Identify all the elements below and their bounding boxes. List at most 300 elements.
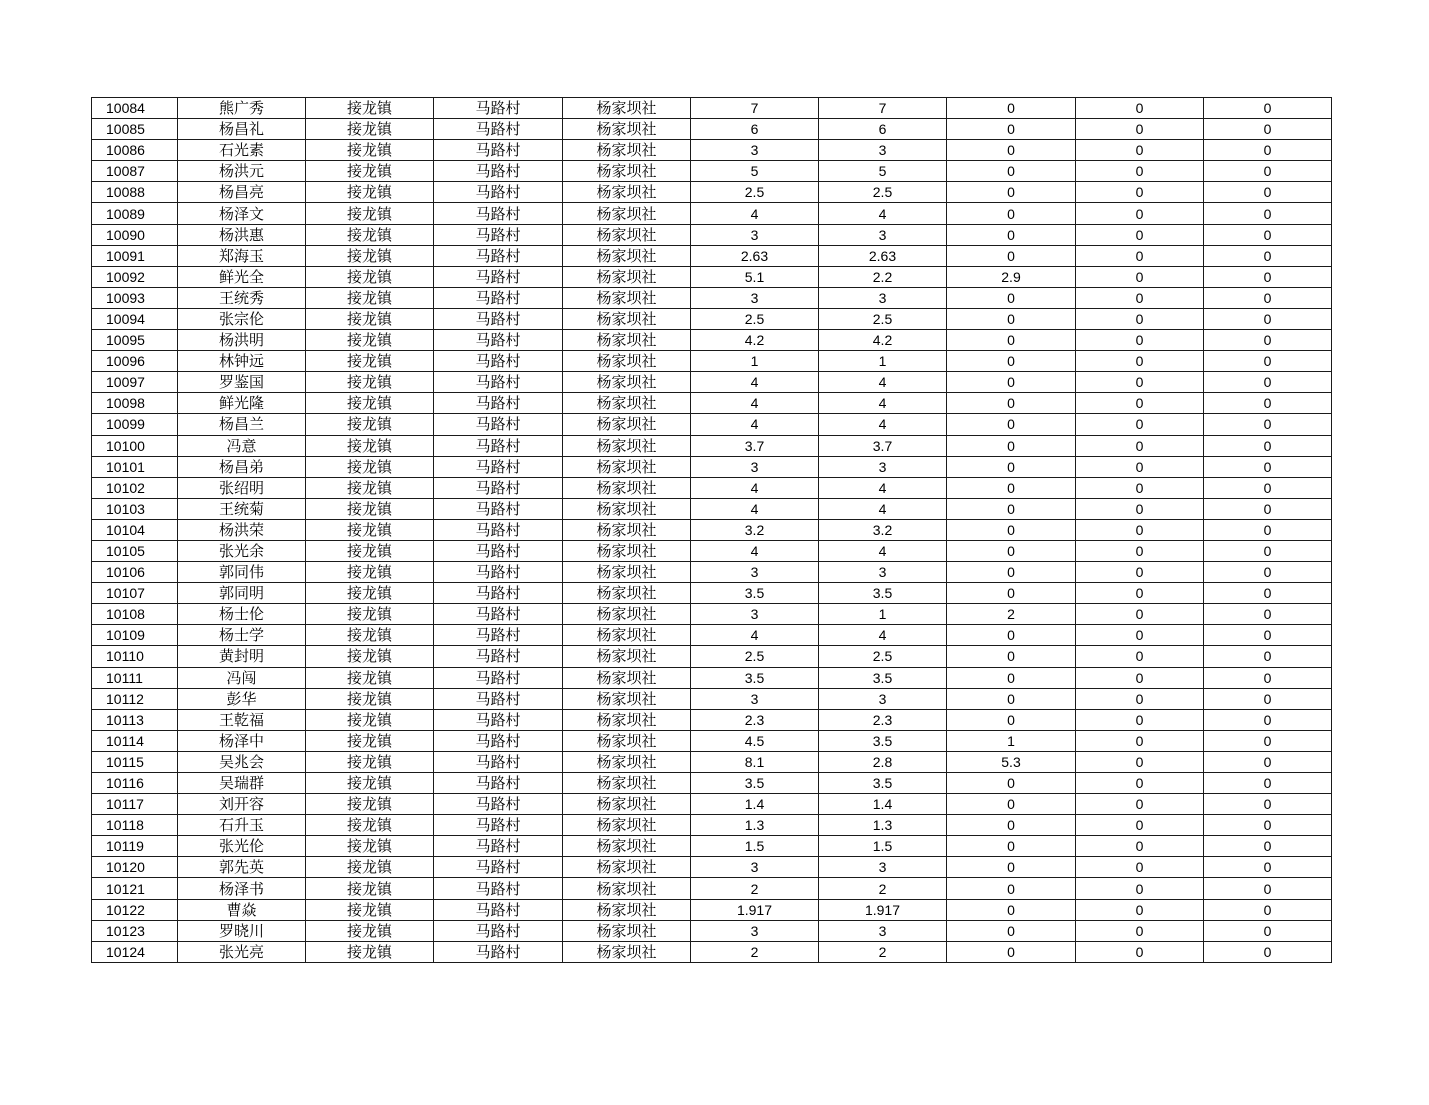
total-value-cell: 2.3 — [691, 709, 819, 730]
value-b-cell: 0 — [947, 119, 1076, 140]
total-value-cell: 4 — [691, 203, 819, 224]
value-b-cell: 1 — [947, 730, 1076, 751]
value-d-cell: 0 — [1204, 773, 1332, 794]
village-cell: 马路村 — [434, 498, 563, 519]
town-cell: 接龙镇 — [306, 414, 434, 435]
value-c-cell: 0 — [1076, 583, 1204, 604]
table-row — [92, 730, 1332, 751]
table-row — [92, 477, 1332, 498]
town-cell: 接龙镇 — [306, 730, 434, 751]
town-cell: 接龙镇 — [306, 920, 434, 941]
table-row — [92, 119, 1332, 140]
record-id-cell: 10086 — [92, 140, 178, 161]
name-cell: 吴兆会 — [178, 751, 306, 772]
record-id-cell: 10119 — [92, 836, 178, 857]
name-cell: 杨洪元 — [178, 161, 306, 182]
value-b-cell: 2.9 — [947, 266, 1076, 287]
town-cell: 接龙镇 — [306, 857, 434, 878]
value-a-cell: 2.5 — [819, 646, 947, 667]
group-cell: 杨家坝社 — [563, 308, 691, 329]
name-cell: 石升玉 — [178, 815, 306, 836]
group-cell: 杨家坝社 — [563, 878, 691, 899]
group-cell: 杨家坝社 — [563, 119, 691, 140]
value-b-cell: 0 — [947, 773, 1076, 794]
village-cell: 马路村 — [434, 393, 563, 414]
village-cell: 马路村 — [434, 857, 563, 878]
value-d-cell: 0 — [1204, 330, 1332, 351]
village-cell: 马路村 — [434, 751, 563, 772]
value-c-cell: 0 — [1076, 519, 1204, 540]
total-value-cell: 3.7 — [691, 435, 819, 456]
village-cell: 马路村 — [434, 245, 563, 266]
name-cell: 杨洪荣 — [178, 519, 306, 540]
village-cell: 马路村 — [434, 140, 563, 161]
value-c-cell: 0 — [1076, 119, 1204, 140]
total-value-cell: 4 — [691, 393, 819, 414]
table-row — [92, 182, 1332, 203]
value-d-cell: 0 — [1204, 540, 1332, 561]
group-cell: 杨家坝社 — [563, 519, 691, 540]
value-b-cell: 0 — [947, 920, 1076, 941]
value-a-cell: 3 — [819, 456, 947, 477]
record-id-cell: 10098 — [92, 393, 178, 414]
value-a-cell: 1.5 — [819, 836, 947, 857]
group-cell: 杨家坝社 — [563, 435, 691, 456]
name-cell: 杨泽文 — [178, 203, 306, 224]
table-row — [92, 646, 1332, 667]
name-cell: 杨泽中 — [178, 730, 306, 751]
name-cell: 林钟远 — [178, 351, 306, 372]
town-cell: 接龙镇 — [306, 372, 434, 393]
total-value-cell: 2.63 — [691, 245, 819, 266]
table-body — [92, 98, 1332, 963]
name-cell: 杨昌亮 — [178, 182, 306, 203]
value-a-cell: 3.7 — [819, 435, 947, 456]
village-cell: 马路村 — [434, 98, 563, 119]
record-id-cell: 10123 — [92, 920, 178, 941]
name-cell: 石光素 — [178, 140, 306, 161]
value-d-cell: 0 — [1204, 456, 1332, 477]
name-cell: 郭先英 — [178, 857, 306, 878]
group-cell: 杨家坝社 — [563, 203, 691, 224]
value-b-cell: 0 — [947, 203, 1076, 224]
total-value-cell: 3.5 — [691, 773, 819, 794]
value-d-cell: 0 — [1204, 477, 1332, 498]
value-d-cell: 0 — [1204, 351, 1332, 372]
name-cell: 郭同明 — [178, 583, 306, 604]
village-cell: 马路村 — [434, 119, 563, 140]
name-cell: 杨昌弟 — [178, 456, 306, 477]
value-c-cell: 0 — [1076, 836, 1204, 857]
village-cell: 马路村 — [434, 435, 563, 456]
total-value-cell: 3.5 — [691, 583, 819, 604]
table-row — [92, 562, 1332, 583]
record-id-cell: 10122 — [92, 899, 178, 920]
value-c-cell: 0 — [1076, 456, 1204, 477]
record-id-cell: 10124 — [92, 941, 178, 962]
value-d-cell: 0 — [1204, 372, 1332, 393]
value-c-cell: 0 — [1076, 625, 1204, 646]
name-cell: 冯闯 — [178, 667, 306, 688]
value-c-cell: 0 — [1076, 604, 1204, 625]
value-d-cell: 0 — [1204, 245, 1332, 266]
value-d-cell: 0 — [1204, 709, 1332, 730]
value-d-cell: 0 — [1204, 751, 1332, 772]
value-a-cell: 3 — [819, 920, 947, 941]
village-cell: 马路村 — [434, 836, 563, 857]
village-cell: 马路村 — [434, 372, 563, 393]
town-cell: 接龙镇 — [306, 266, 434, 287]
value-b-cell: 0 — [947, 456, 1076, 477]
table-row — [92, 688, 1332, 709]
table-row — [92, 583, 1332, 604]
value-b-cell: 0 — [947, 308, 1076, 329]
name-cell: 熊广秀 — [178, 98, 306, 119]
value-d-cell: 0 — [1204, 519, 1332, 540]
value-b-cell: 0 — [947, 815, 1076, 836]
total-value-cell: 1.3 — [691, 815, 819, 836]
village-cell: 马路村 — [434, 414, 563, 435]
group-cell: 杨家坝社 — [563, 351, 691, 372]
town-cell: 接龙镇 — [306, 393, 434, 414]
town-cell: 接龙镇 — [306, 330, 434, 351]
value-a-cell: 4.2 — [819, 330, 947, 351]
town-cell: 接龙镇 — [306, 477, 434, 498]
value-b-cell: 0 — [947, 857, 1076, 878]
record-id-cell: 10113 — [92, 709, 178, 730]
group-cell: 杨家坝社 — [563, 583, 691, 604]
town-cell: 接龙镇 — [306, 351, 434, 372]
value-a-cell: 2.63 — [819, 245, 947, 266]
record-id-cell: 10115 — [92, 751, 178, 772]
village-cell: 马路村 — [434, 815, 563, 836]
value-d-cell: 0 — [1204, 98, 1332, 119]
village-cell: 马路村 — [434, 583, 563, 604]
value-b-cell: 0 — [947, 182, 1076, 203]
village-cell: 马路村 — [434, 794, 563, 815]
town-cell: 接龙镇 — [306, 941, 434, 962]
value-b-cell: 2 — [947, 604, 1076, 625]
town-cell: 接龙镇 — [306, 182, 434, 203]
town-cell: 接龙镇 — [306, 646, 434, 667]
village-cell: 马路村 — [434, 941, 563, 962]
name-cell: 杨士学 — [178, 625, 306, 646]
village-cell: 马路村 — [434, 709, 563, 730]
value-b-cell: 0 — [947, 878, 1076, 899]
village-cell: 马路村 — [434, 540, 563, 561]
total-value-cell: 2.5 — [691, 646, 819, 667]
total-value-cell: 4.2 — [691, 330, 819, 351]
total-value-cell: 3 — [691, 456, 819, 477]
record-id-cell: 10116 — [92, 773, 178, 794]
value-d-cell: 0 — [1204, 941, 1332, 962]
record-id-cell: 10093 — [92, 287, 178, 308]
record-id-cell: 10112 — [92, 688, 178, 709]
table-row — [92, 224, 1332, 245]
village-cell: 马路村 — [434, 730, 563, 751]
town-cell: 接龙镇 — [306, 308, 434, 329]
name-cell: 张光伦 — [178, 836, 306, 857]
value-c-cell: 0 — [1076, 435, 1204, 456]
value-a-cell: 3 — [819, 224, 947, 245]
value-b-cell: 0 — [947, 330, 1076, 351]
value-b-cell: 0 — [947, 646, 1076, 667]
value-b-cell: 0 — [947, 836, 1076, 857]
total-value-cell: 4 — [691, 414, 819, 435]
village-cell: 马路村 — [434, 266, 563, 287]
table-row — [92, 794, 1332, 815]
total-value-cell: 1 — [691, 351, 819, 372]
value-a-cell: 7 — [819, 98, 947, 119]
name-cell: 曹焱 — [178, 899, 306, 920]
total-value-cell: 3 — [691, 287, 819, 308]
value-c-cell: 0 — [1076, 941, 1204, 962]
village-cell: 马路村 — [434, 203, 563, 224]
record-id-cell: 10107 — [92, 583, 178, 604]
value-d-cell: 0 — [1204, 857, 1332, 878]
value-b-cell: 0 — [947, 562, 1076, 583]
name-cell: 鲜光全 — [178, 266, 306, 287]
total-value-cell: 3 — [691, 140, 819, 161]
village-cell: 马路村 — [434, 161, 563, 182]
value-c-cell: 0 — [1076, 688, 1204, 709]
value-b-cell: 5.3 — [947, 751, 1076, 772]
town-cell: 接龙镇 — [306, 773, 434, 794]
value-c-cell: 0 — [1076, 920, 1204, 941]
name-cell: 黄封明 — [178, 646, 306, 667]
total-value-cell: 4 — [691, 477, 819, 498]
value-a-cell: 3.5 — [819, 773, 947, 794]
town-cell: 接龙镇 — [306, 667, 434, 688]
value-b-cell: 0 — [947, 583, 1076, 604]
record-id-cell: 10102 — [92, 477, 178, 498]
value-c-cell: 0 — [1076, 794, 1204, 815]
value-a-cell: 6 — [819, 119, 947, 140]
value-a-cell: 4 — [819, 393, 947, 414]
value-c-cell: 0 — [1076, 287, 1204, 308]
value-d-cell: 0 — [1204, 878, 1332, 899]
name-cell: 罗鉴国 — [178, 372, 306, 393]
village-cell: 马路村 — [434, 604, 563, 625]
record-id-cell: 10105 — [92, 540, 178, 561]
table-row — [92, 836, 1332, 857]
value-a-cell: 2.5 — [819, 182, 947, 203]
value-d-cell: 0 — [1204, 287, 1332, 308]
name-cell: 王统秀 — [178, 287, 306, 308]
group-cell: 杨家坝社 — [563, 287, 691, 308]
record-id-cell: 10090 — [92, 224, 178, 245]
value-c-cell: 0 — [1076, 773, 1204, 794]
value-b-cell: 0 — [947, 140, 1076, 161]
record-id-cell: 10097 — [92, 372, 178, 393]
value-a-cell: 3 — [819, 287, 947, 308]
value-c-cell: 0 — [1076, 161, 1204, 182]
value-a-cell: 4 — [819, 414, 947, 435]
group-cell: 杨家坝社 — [563, 646, 691, 667]
total-value-cell: 4 — [691, 498, 819, 519]
name-cell: 张绍明 — [178, 477, 306, 498]
value-a-cell: 3 — [819, 688, 947, 709]
town-cell: 接龙镇 — [306, 203, 434, 224]
total-value-cell: 3.2 — [691, 519, 819, 540]
value-c-cell: 0 — [1076, 857, 1204, 878]
village-cell: 马路村 — [434, 688, 563, 709]
name-cell: 王乾福 — [178, 709, 306, 730]
group-cell: 杨家坝社 — [563, 330, 691, 351]
town-cell: 接龙镇 — [306, 498, 434, 519]
value-d-cell: 0 — [1204, 308, 1332, 329]
value-d-cell: 0 — [1204, 414, 1332, 435]
group-cell: 杨家坝社 — [563, 857, 691, 878]
name-cell: 王统菊 — [178, 498, 306, 519]
value-b-cell: 0 — [947, 688, 1076, 709]
record-id-cell: 10084 — [92, 98, 178, 119]
record-id-cell: 10108 — [92, 604, 178, 625]
group-cell: 杨家坝社 — [563, 625, 691, 646]
group-cell: 杨家坝社 — [563, 540, 691, 561]
town-cell: 接龙镇 — [306, 119, 434, 140]
value-d-cell: 0 — [1204, 435, 1332, 456]
table-row — [92, 604, 1332, 625]
value-b-cell: 0 — [947, 498, 1076, 519]
record-id-cell: 10114 — [92, 730, 178, 751]
record-id-cell: 10111 — [92, 667, 178, 688]
value-a-cell: 2.5 — [819, 308, 947, 329]
village-cell: 马路村 — [434, 562, 563, 583]
name-cell: 鲜光隆 — [178, 393, 306, 414]
village-cell: 马路村 — [434, 878, 563, 899]
table-row — [92, 456, 1332, 477]
value-a-cell: 2 — [819, 941, 947, 962]
record-id-cell: 10091 — [92, 245, 178, 266]
group-cell: 杨家坝社 — [563, 414, 691, 435]
town-cell: 接龙镇 — [306, 245, 434, 266]
value-d-cell: 0 — [1204, 393, 1332, 414]
table-row — [92, 414, 1332, 435]
town-cell: 接龙镇 — [306, 899, 434, 920]
group-cell: 杨家坝社 — [563, 688, 691, 709]
record-id-cell: 10121 — [92, 878, 178, 899]
value-c-cell: 0 — [1076, 477, 1204, 498]
table-row — [92, 498, 1332, 519]
table-row — [92, 161, 1332, 182]
value-c-cell: 0 — [1076, 815, 1204, 836]
town-cell: 接龙镇 — [306, 435, 434, 456]
village-cell: 马路村 — [434, 477, 563, 498]
value-c-cell: 0 — [1076, 751, 1204, 772]
name-cell: 刘开容 — [178, 794, 306, 815]
record-id-cell: 10095 — [92, 330, 178, 351]
record-id-cell: 10109 — [92, 625, 178, 646]
value-c-cell: 0 — [1076, 203, 1204, 224]
table-row — [92, 540, 1332, 561]
group-cell: 杨家坝社 — [563, 498, 691, 519]
table-row — [92, 266, 1332, 287]
village-cell: 马路村 — [434, 182, 563, 203]
group-cell: 杨家坝社 — [563, 140, 691, 161]
table-row — [92, 372, 1332, 393]
table-row — [92, 351, 1332, 372]
record-id-cell: 10089 — [92, 203, 178, 224]
value-c-cell: 0 — [1076, 372, 1204, 393]
name-cell: 郑海玉 — [178, 245, 306, 266]
table-row — [92, 287, 1332, 308]
record-id-cell: 10117 — [92, 794, 178, 815]
name-cell: 冯意 — [178, 435, 306, 456]
record-id-cell: 10094 — [92, 308, 178, 329]
value-a-cell: 1.917 — [819, 899, 947, 920]
value-d-cell: 0 — [1204, 794, 1332, 815]
value-d-cell: 0 — [1204, 667, 1332, 688]
table-row — [92, 393, 1332, 414]
total-value-cell: 5.1 — [691, 266, 819, 287]
total-value-cell: 3.5 — [691, 667, 819, 688]
value-c-cell: 0 — [1076, 414, 1204, 435]
table-row — [92, 751, 1332, 772]
village-cell: 马路村 — [434, 519, 563, 540]
group-cell: 杨家坝社 — [563, 224, 691, 245]
value-b-cell: 0 — [947, 414, 1076, 435]
village-cell: 马路村 — [434, 773, 563, 794]
table-row — [92, 815, 1332, 836]
value-b-cell: 0 — [947, 899, 1076, 920]
total-value-cell: 2 — [691, 878, 819, 899]
value-d-cell: 0 — [1204, 688, 1332, 709]
total-value-cell: 5 — [691, 161, 819, 182]
record-id-cell: 10099 — [92, 414, 178, 435]
value-d-cell: 0 — [1204, 562, 1332, 583]
value-c-cell: 0 — [1076, 646, 1204, 667]
group-cell: 杨家坝社 — [563, 836, 691, 857]
group-cell: 杨家坝社 — [563, 794, 691, 815]
total-value-cell: 4.5 — [691, 730, 819, 751]
record-id-cell: 10110 — [92, 646, 178, 667]
value-c-cell: 0 — [1076, 878, 1204, 899]
group-cell: 杨家坝社 — [563, 709, 691, 730]
value-a-cell: 4 — [819, 498, 947, 519]
value-a-cell: 4 — [819, 625, 947, 646]
value-a-cell: 1 — [819, 351, 947, 372]
data-table — [91, 97, 1332, 963]
town-cell: 接龙镇 — [306, 161, 434, 182]
total-value-cell: 1.5 — [691, 836, 819, 857]
table-row — [92, 435, 1332, 456]
value-a-cell: 4 — [819, 477, 947, 498]
group-cell: 杨家坝社 — [563, 393, 691, 414]
table-row — [92, 878, 1332, 899]
name-cell: 杨泽书 — [178, 878, 306, 899]
town-cell: 接龙镇 — [306, 794, 434, 815]
value-b-cell: 0 — [947, 224, 1076, 245]
name-cell: 张光余 — [178, 540, 306, 561]
name-cell: 吴瑞群 — [178, 773, 306, 794]
record-id-cell: 10101 — [92, 456, 178, 477]
total-value-cell: 4 — [691, 372, 819, 393]
record-id-cell: 10104 — [92, 519, 178, 540]
value-c-cell: 0 — [1076, 730, 1204, 751]
value-c-cell: 0 — [1076, 98, 1204, 119]
value-b-cell: 0 — [947, 372, 1076, 393]
name-cell: 罗晓川 — [178, 920, 306, 941]
total-value-cell: 3 — [691, 857, 819, 878]
value-b-cell: 0 — [947, 519, 1076, 540]
value-d-cell: 0 — [1204, 730, 1332, 751]
village-cell: 马路村 — [434, 224, 563, 245]
total-value-cell: 4 — [691, 540, 819, 561]
value-d-cell: 0 — [1204, 498, 1332, 519]
group-cell: 杨家坝社 — [563, 751, 691, 772]
record-id-cell: 10092 — [92, 266, 178, 287]
